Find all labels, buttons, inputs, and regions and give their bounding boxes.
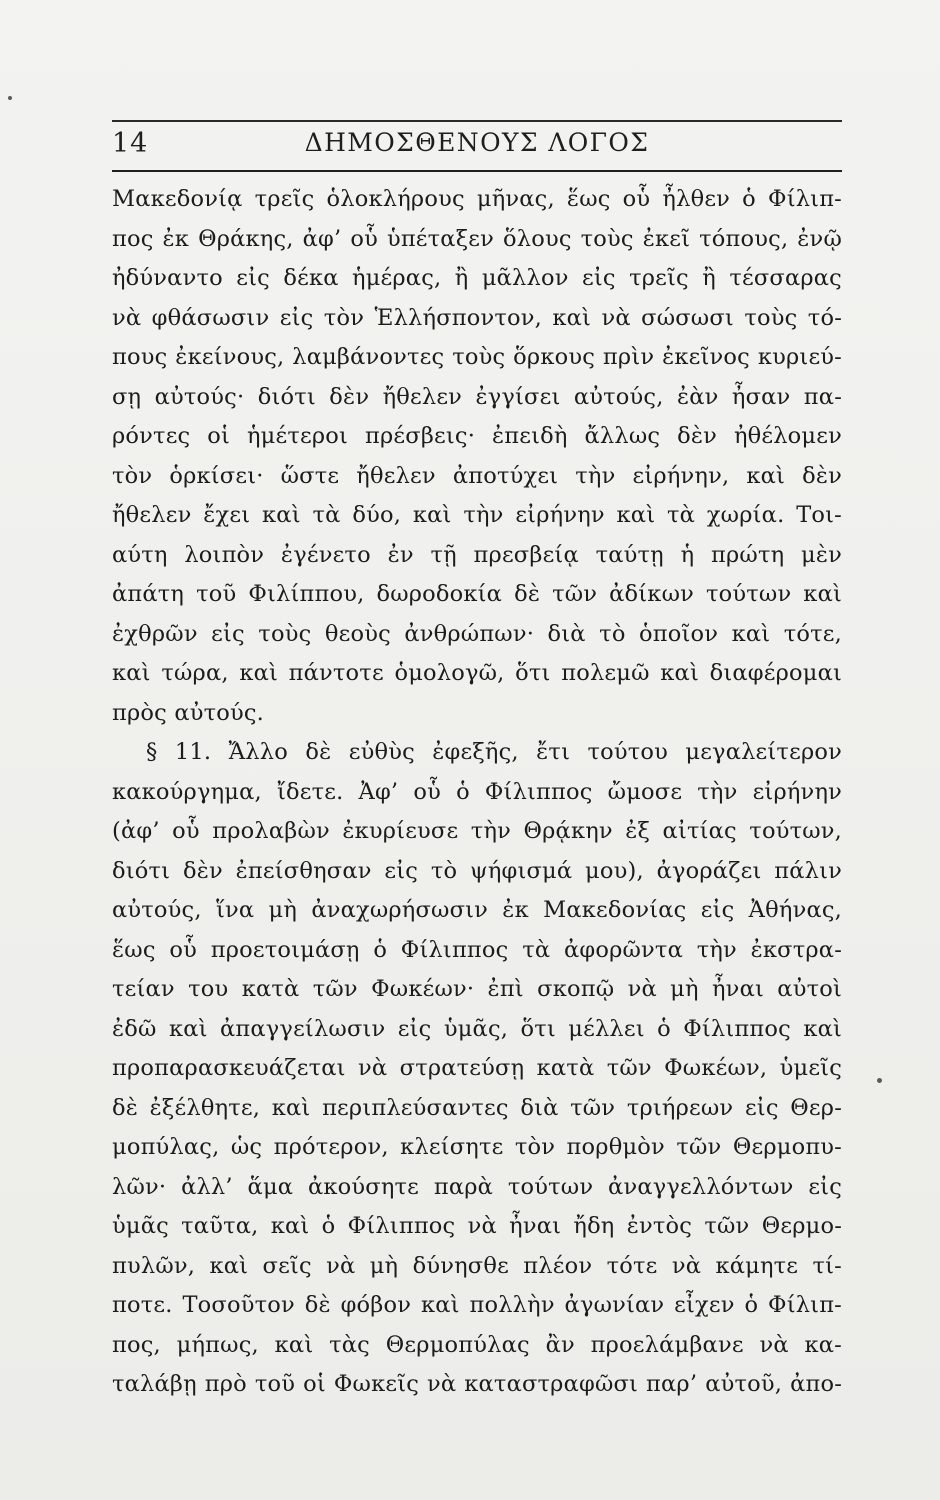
- text-line: πυλῶν, καὶ σεῖς νὰ μὴ δύνησθε πλέον τότε νὰ κάμητε τί-: [112, 1252, 842, 1279]
- text-line: μοπύλας, ὡς πρότερον, κλείσητε τὸν πορθμὸν τῶν Θερμοπυ-: [112, 1134, 842, 1160]
- text-line: λῶν· ἀλλ’ ἅμα ἀκούσητε παρὰ τούτων ἀναγγελλόντων εἰς: [112, 1173, 842, 1200]
- text-line: πος ἐκ Θράκης, ἀφ’ οὗ ὑπέταξεν ὅλους τοὺς ἐκεῖ τόπους, ἐνῷ: [112, 225, 842, 252]
- text-line: τὸν ὁρκίσει· ὥστε ἤθελεν ἀποτύχει τὴν εἰρήνην, καὶ δὲν: [112, 462, 842, 489]
- text-line: ρόντες οἱ ἡμέτεροι πρέσβεις· ἐπειδὴ ἄλλως δὲν ἠθέλομεν: [112, 423, 842, 449]
- text-line: ἕως οὗ προετοιμάσῃ ὁ Φίλιππος τὰ ἀφορῶντα τὴν ἐκστρα-: [112, 936, 842, 963]
- text-line: ἤθελεν ἔχει καὶ τὰ δύο, καὶ τὴν εἰρήνην καὶ τὰ χωρία. Τοι-: [112, 502, 842, 528]
- text-line: ἐχθρῶν εἰς τοὺς θεοὺς ἀνθρώπων· διὰ τὸ ὁποῖον καὶ τότε,: [112, 620, 842, 647]
- text-line: αὐτούς, ἵνα μὴ ἀναχωρήσωσιν ἐκ Μακεδονίας εἰς Ἀθήνας,: [112, 897, 842, 923]
- header-bottom-rule: [112, 170, 842, 172]
- text-line: κακούργημα, ἴδετε. Ἀφ’ οὗ ὁ Φίλιππος ὤμοσε τὴν εἰρήνην: [112, 778, 842, 805]
- text-line: τείαν του κατὰ τῶν Φωκέων· ἐπὶ σκοπῷ νὰ μὴ ἦναι αὐτοὶ: [112, 976, 842, 1002]
- text-line: ὑμᾶς ταῦτα, καὶ ὁ Φίλιππος νὰ ἦναι ἤδη ἐντὸς τῶν Θερμο-: [112, 1213, 842, 1239]
- text-line: ταλάβῃ πρὸ τοῦ οἱ Φωκεῖς νὰ καταστραφῶσι παρ’ αὐτοῦ, ἀπο-: [112, 1371, 842, 1397]
- text-line: (ἀφ’ οὗ προλαβὼν ἐκυρίευσε τὴν Θρᾴκην ἐξ αἰτίας τούτων,: [112, 818, 842, 844]
- text-line: διότι δὲν ἐπείσθησαν εἰς τὸ ψήφισμά μου), ἀγοράζει πάλιν: [112, 857, 842, 884]
- text-line: αύτη λοιπὸν ἐγένετο ἐν τῇ πρεσβείᾳ ταύτῃ ἡ πρώτη μὲν: [112, 541, 842, 568]
- page-header: [112, 112, 842, 162]
- text-line: νὰ φθάσωσιν εἰς τὸν Ἑλλήσποντον, καὶ νὰ σώσωσι τοὺς τό-: [112, 304, 842, 331]
- text-line: προπαρασκευάζεται νὰ στρατεύσῃ κατὰ τῶν Φωκέων, ὑμεῖς: [112, 1055, 842, 1081]
- paper-speck: [877, 1078, 882, 1083]
- header-top-rule: [112, 120, 842, 122]
- text-line: σῃ αὐτούς· διότι δὲν ἤθελεν ἐγγίσει αὐτούς, ἐὰν ἦσαν πα-: [112, 383, 842, 410]
- section-start-line: § 11. Ἄλλο δὲ εὐθὺς ἐφεξῆς, ἔτι τούτου μεγαλείτερον: [146, 739, 842, 765]
- text-line: ποτε. Τοσοῦτον δὲ φόβον καὶ πολλὴν ἀγωνίαν εἶχεν ὁ Φίλιπ-: [112, 1292, 842, 1318]
- text-line: πους ἐκείνους, λαμβάνοντες τοὺς ὅρκους πρὶν ἐκεῖνος κυριεύ-: [112, 344, 842, 370]
- page-number: 14: [112, 128, 149, 159]
- running-title: ΔΗΜΟΣΘΕΝΟΥΣ ΛΟΓΟΣ: [304, 128, 650, 157]
- text-line: πρὸς αὐτούς.: [112, 699, 265, 726]
- text-line: πος, μήπως, καὶ τὰς Θερμοπύλας ἂν προελάμβανε νὰ κα-: [112, 1331, 842, 1358]
- text-line: δὲ ἐξέλθητε, καὶ περιπλεύσαντες διὰ τῶν τριήρεων εἰς Θερ-: [112, 1094, 842, 1121]
- text-line: καὶ τώρα, καὶ πάντοτε ὁμολογῶ, ὅτι πολεμῶ καὶ διαφέρομαι: [112, 660, 842, 686]
- text-line: ἐδῶ καὶ ἀπαγγείλωσιν εἰς ὑμᾶς, ὅτι μέλλει ὁ Φίλιππος καὶ: [112, 1015, 842, 1042]
- paper-speck: [8, 96, 12, 100]
- text-line: ἠδύναντο εἰς δέκα ἡμέρας, ἢ μᾶλλον εἰς τρεῖς ἢ τέσσαρας: [112, 265, 842, 291]
- text-line: Μακεδονίᾳ τρεῖς ὁλοκλήρους μῆνας, ἕως οὗ ἦλθεν ὁ Φίλιπ-: [112, 186, 842, 212]
- text-line: ἀπάτη τοῦ Φιλίππου, δωροδοκία δὲ τῶν ἀδίκων τούτων καὶ: [112, 581, 842, 607]
- page-body-text: [112, 180, 842, 1405]
